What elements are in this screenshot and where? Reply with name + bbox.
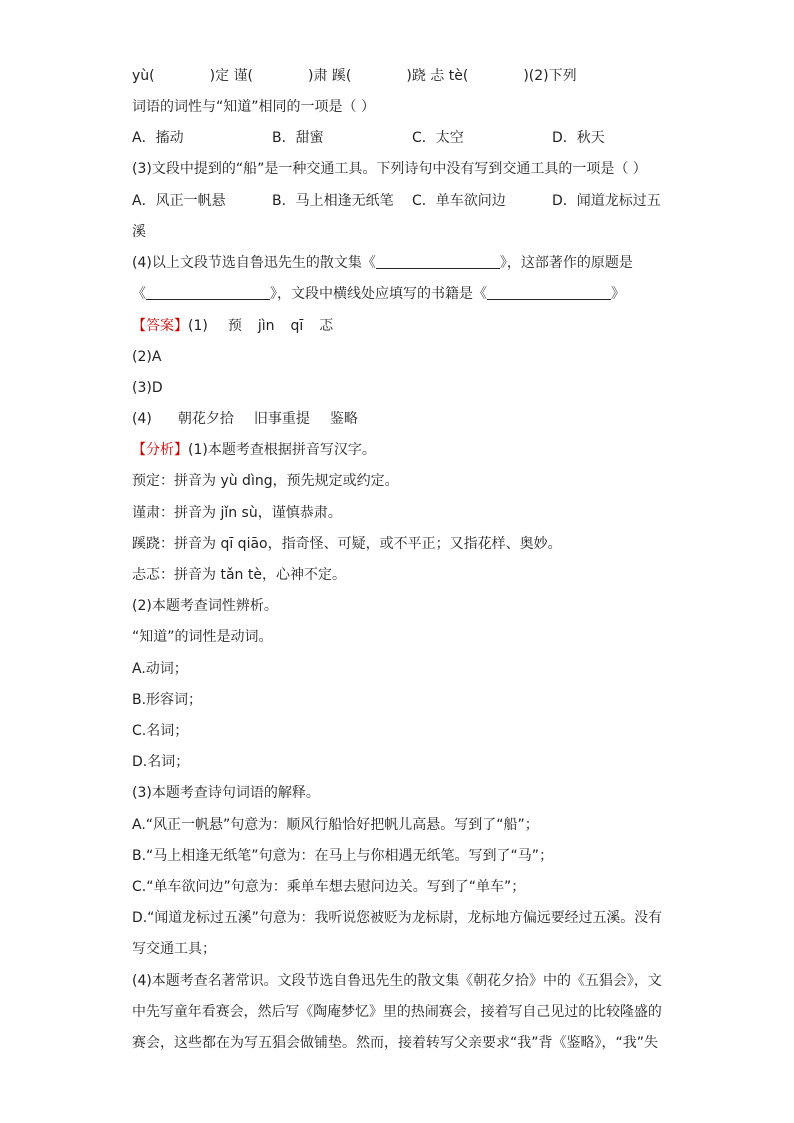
q4-text-a: (4)以上文段节选自鲁迅先生的散文集《 bbox=[132, 255, 376, 271]
q4-text-d: 》，文段中横线处应填写的书籍是《 bbox=[270, 286, 487, 302]
q1-part-4: )跷 忐 tè( bbox=[406, 68, 469, 84]
q3-stem: (3)文段中提到的“船”是一种交通工具。下列诗句中没有写到交通工具的一项是（ ） bbox=[132, 161, 647, 177]
q1-pinyin-line bbox=[132, 66, 662, 86]
analysis-line-20: 赛会，这些都在为写五猖会做铺垫。然而，接着转写父亲要求“我”背《鉴略》，“我”失 bbox=[132, 1035, 659, 1051]
analysis-line-14: B.“马上相逢无纸笔”句意为：在马上与你相遇无纸笔。写到了“马”； bbox=[132, 848, 554, 864]
analysis-line-3: 谨肃：拼音为 jǐn sù，谨慎恭肃。 bbox=[132, 505, 342, 521]
q1-part-3: )肃 蹊( bbox=[308, 68, 352, 84]
analysis-line-4: 蹊跷：拼音为 qī qiāo，指奇怪、可疑，或不平正；又指花样、奥妙。 bbox=[132, 536, 562, 552]
q3-option-d: D．闻道龙标过五 bbox=[552, 193, 661, 209]
q3-option-c: C．单车欲问边 bbox=[412, 193, 506, 209]
analysis-line-11: D.名词； bbox=[132, 754, 190, 770]
answer-3: (3)D bbox=[132, 380, 163, 396]
answer-1-item-3: qī bbox=[290, 318, 304, 334]
analysis-line-5: 忐忑：拼音为 tǎn tè，心神不定。 bbox=[132, 567, 346, 583]
analysis-line-17: 写交通工具； bbox=[132, 941, 216, 957]
analysis-text-1: (1)本题考查根据拼音写汉字。 bbox=[188, 442, 376, 458]
analysis-line-19: 中先写童年看赛会，然后写《陶庵梦忆》里的热闹赛会，接着写自己见过的比较隆盛的 bbox=[132, 1004, 662, 1020]
analysis-line-2: 预定：拼音为 yù dìng，预先规定或约定。 bbox=[132, 473, 399, 489]
q4-line-2 bbox=[132, 284, 662, 304]
answer-2: (2)A bbox=[132, 349, 162, 365]
analysis-line-16: D.“闻道龙标过五溪”句意为：我听说您被贬为龙标尉，龙标地方偏远要经过五溪。没有 bbox=[132, 910, 662, 926]
q2-option-a: A．搐动 bbox=[132, 130, 184, 146]
analysis-line-10: C.名词； bbox=[132, 723, 189, 739]
q1-part-1: yù( bbox=[132, 68, 155, 84]
answer-label: 【答案】 bbox=[132, 318, 188, 334]
q4-blank-1[interactable] bbox=[376, 254, 500, 269]
answer-1-item-1: 预 bbox=[227, 318, 242, 334]
q2-option-d: D．秋天 bbox=[552, 130, 605, 146]
q4-blank-3[interactable] bbox=[487, 285, 611, 300]
analysis-line-8: A.动词； bbox=[132, 661, 188, 677]
answer-4-prefix: (4) bbox=[132, 411, 152, 427]
analysis-line-7: “知道”的词性是动词。 bbox=[132, 629, 273, 645]
q3-option-a: A．风正一帆悬 bbox=[132, 193, 226, 209]
analysis-line-13: A.“风正一帆悬”句意为：顺风行船恰好把帆儿高悬。写到了“船”； bbox=[132, 817, 539, 833]
analysis-line-12: (3)本题考查诗句词语的解释。 bbox=[132, 785, 320, 801]
answer-line-1 bbox=[132, 316, 662, 336]
answer-4-item-3: 鉴略 bbox=[329, 411, 358, 427]
q3-options bbox=[132, 191, 662, 211]
q2-stem: 词语的词性与“知道”相同的一项是（ ） bbox=[132, 99, 375, 115]
q1-part-2: )定 谨( bbox=[209, 68, 253, 84]
analysis-line-9: B.形容词； bbox=[132, 692, 203, 708]
q2-option-b: B．甜蜜 bbox=[272, 130, 324, 146]
q4-line-1 bbox=[132, 253, 662, 273]
answer-1-item-2: jìn bbox=[257, 318, 275, 334]
q3-option-b: B．马上相逢无纸笔 bbox=[272, 193, 394, 209]
analysis-line-1 bbox=[132, 440, 662, 460]
q4-blank-2[interactable] bbox=[146, 285, 270, 300]
q3-option-d-wrap: 溪 bbox=[132, 224, 146, 240]
q2-option-c: C．太空 bbox=[412, 130, 464, 146]
q2-options bbox=[132, 128, 662, 148]
analysis-line-18: (4)本题考查名著常识。文段节选自鲁迅先生的散文集《朝花夕拾》中的《五猖会》，文 bbox=[132, 973, 662, 989]
analysis-line-6: (2)本题考查词性辨析。 bbox=[132, 598, 278, 614]
answer-1-prefix: (1) bbox=[188, 318, 208, 334]
answer-4 bbox=[132, 409, 662, 429]
answer-1-item-4: 忑 bbox=[319, 318, 334, 334]
q4-text-b: 》，这部著作的原题是 bbox=[499, 255, 633, 271]
analysis-line-15: C.“单车欲问边”句意为：乘单车想去慰问边关。写到了“单车”； bbox=[132, 879, 526, 895]
answer-4-item-2: 旧事重提 bbox=[253, 411, 310, 427]
analysis-label: 【分析】 bbox=[132, 442, 188, 458]
q1-part-5: )(2)下列 bbox=[523, 68, 577, 84]
answer-4-item-1: 朝花夕拾 bbox=[177, 411, 234, 427]
q4-text-c: 《 bbox=[132, 286, 146, 302]
q4-text-e: 》 bbox=[611, 286, 625, 302]
